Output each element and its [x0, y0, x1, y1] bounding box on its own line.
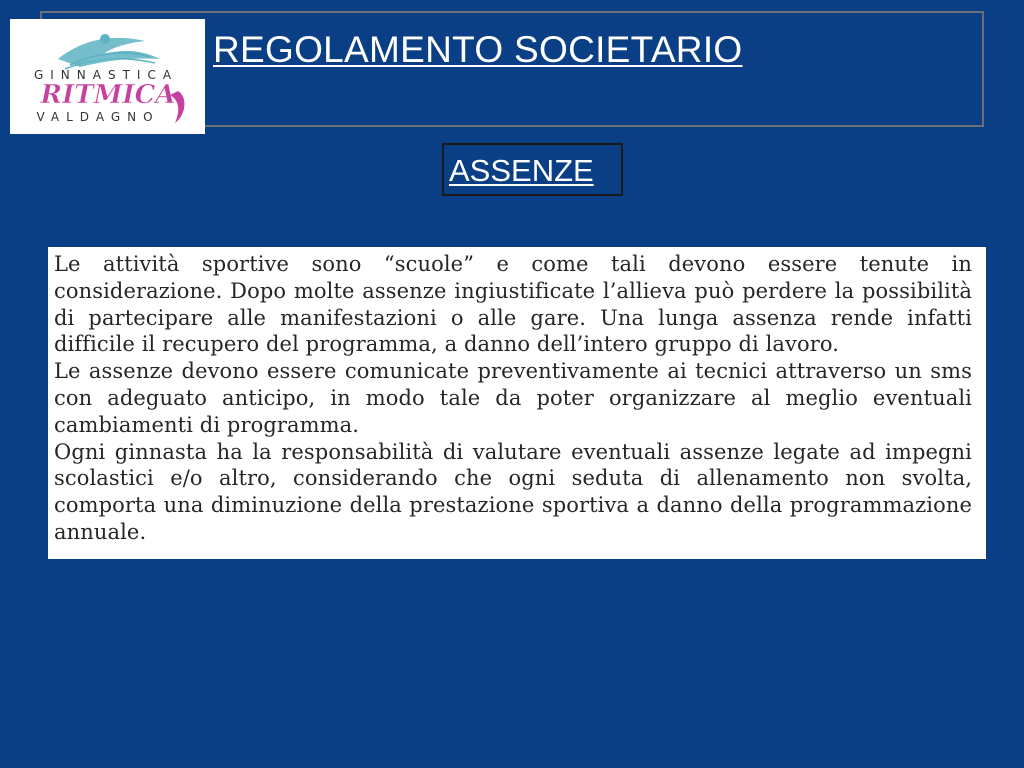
section-heading-box: [442, 143, 623, 196]
club-logo: [10, 19, 205, 134]
paragraph: Le attività sportive sono “scuole” e come tali devono essere tenute in considerazione. Dopo molte assenze ingiustificate l’allieva può perdere la possibilità di partecipare alle manifestazioni o alle gare. Una lunga assenza rende infatti difficile il recupero del programma, a danno dell’intero gruppo di lavoro.: [54, 252, 972, 357]
page-title: REGOLAMENTO SOCIETARIO: [213, 29, 743, 70]
logo-text-top: GINNASTICA: [33, 68, 179, 82]
paragraph: Ogni ginnasta ha la responsabilità di valutare eventuali assenze legate ad impegni scolastici e/o altro, considerando che ogni seduta di allenamento non svolta, comporta una diminuzione della prestazione sportiva a danno della programmazione annuale.: [54, 439, 972, 544]
text-panel: [48, 247, 986, 559]
paragraph: Le assenze devono essere comunicate preventivamente ai tecnici attraverso un sms con adeguato anticipo, in modo tale da poter organizzare al meglio eventuali cambiamenti di programma.: [54, 359, 972, 437]
logo-text-bottom: VALDAGNO: [36, 110, 160, 124]
logo-text-middle: RITMICA: [40, 80, 176, 110]
section-heading: ASSENZE: [449, 153, 594, 188]
gymnast-logo-graphic: [10, 19, 205, 134]
